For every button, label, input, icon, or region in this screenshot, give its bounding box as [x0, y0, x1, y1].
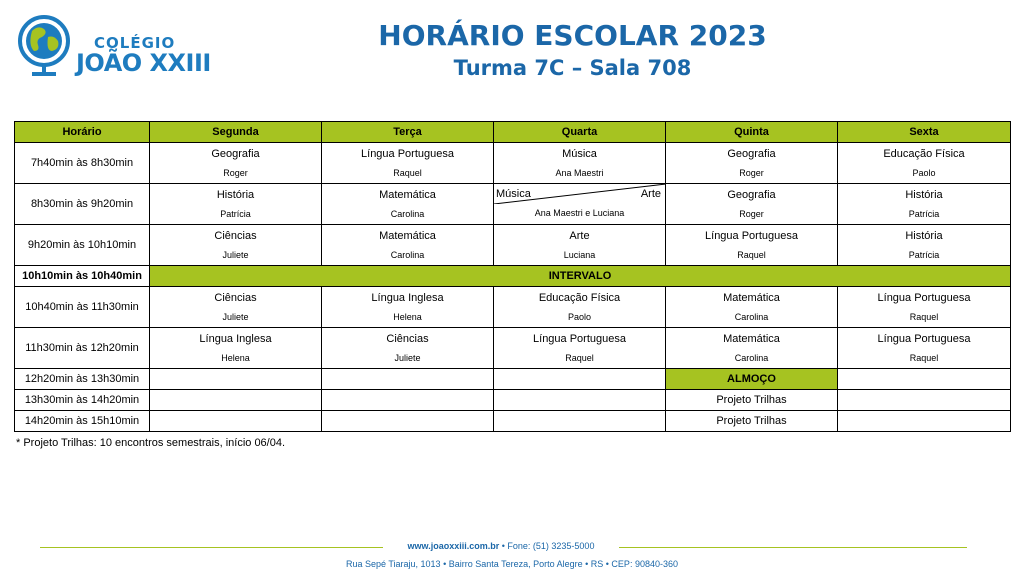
subject-right-label: Arte — [640, 188, 661, 200]
footer-phone: • Fone: (51) 3235-5000 — [501, 541, 595, 551]
teacher-label: Roger — [739, 168, 764, 178]
lesson-cell — [322, 287, 494, 328]
lesson-cell — [838, 287, 1011, 328]
lesson-cell — [150, 225, 322, 266]
header-cell: Terça — [322, 122, 494, 143]
time-cell: 10h40min às 11h30min — [15, 287, 150, 328]
header-cell: Quarta — [494, 122, 666, 143]
subject-label: Língua Portuguesa — [533, 333, 626, 345]
teacher-label: Helena — [221, 353, 250, 363]
lesson-cell — [666, 143, 838, 184]
lesson-cell — [322, 184, 494, 225]
empty-cell — [322, 411, 494, 432]
footer-contact — [383, 541, 619, 551]
empty-cell — [838, 411, 1011, 432]
time-cell: 9h20min às 10h10min — [15, 225, 150, 266]
split-lesson-cell — [494, 184, 666, 225]
lunch-cell: ALMOÇO — [666, 369, 838, 390]
teacher-label: Paolo — [567, 312, 592, 322]
table-row — [15, 390, 1011, 411]
school-logo — [18, 13, 218, 79]
time-cell: 13h30min às 14h20min — [15, 390, 150, 411]
empty-cell — [150, 390, 322, 411]
teacher-label: Patrícia — [908, 209, 940, 219]
table-row — [15, 287, 1011, 328]
teacher-label: Raquel — [737, 250, 766, 260]
time-cell: 14h20min às 15h10min — [15, 411, 150, 432]
footer-address: Rua Sepé Tiaraju, 1013 • Bairro Santa Tereza, Porto Alegre • RS • CEP: 90840-360 — [346, 559, 678, 569]
header-cell: Horário — [15, 122, 150, 143]
empty-cell — [494, 390, 666, 411]
break-row — [15, 266, 1011, 287]
teacher-label: Carolina — [390, 209, 425, 219]
lesson-cell — [666, 328, 838, 369]
subject-label: Língua Portuguesa — [361, 148, 454, 160]
subject-label: Ciências — [214, 230, 257, 242]
teacher-label: Luciana — [563, 250, 596, 260]
teacher-label: Carolina — [390, 250, 425, 260]
time-cell: 7h40min às 8h30min — [15, 143, 150, 184]
lesson-cell — [494, 225, 666, 266]
table-row — [15, 411, 1011, 432]
teacher-label: Raquel — [909, 353, 939, 363]
teacher-label: Raquel — [909, 312, 939, 322]
header-cell: Quinta — [666, 122, 838, 143]
project-cell: Projeto Trilhas — [666, 411, 838, 432]
lesson-cell — [322, 328, 494, 369]
subject-label: Ciências — [214, 292, 257, 304]
subject-label: Matemática — [379, 230, 436, 242]
empty-cell — [322, 390, 494, 411]
lesson-cell — [838, 328, 1011, 369]
lesson-cell — [838, 225, 1011, 266]
lesson-cell — [150, 287, 322, 328]
subject-label: Língua Inglesa — [199, 333, 272, 345]
page-subtitle: Turma 7C – Sala 708 — [453, 56, 692, 80]
teacher-label: Juliete — [394, 353, 421, 363]
subject-label: Educação Física — [883, 148, 965, 160]
lesson-cell — [150, 184, 322, 225]
time-cell: 12h20min às 13h30min — [15, 369, 150, 390]
lesson-cell — [494, 287, 666, 328]
teacher-label: Patrícia — [908, 250, 940, 260]
teacher-label: Patrícia — [220, 209, 251, 219]
lesson-cell — [838, 184, 1011, 225]
page-title: HORÁRIO ESCOLAR 2023 — [378, 19, 767, 52]
empty-cell — [494, 369, 666, 390]
teacher-label: Juliete — [222, 312, 249, 322]
subject-label: História — [905, 189, 943, 201]
lesson-cell — [150, 143, 322, 184]
lesson-cell — [666, 225, 838, 266]
lesson-cell — [838, 143, 1011, 184]
header-cell: Sexta — [838, 122, 1011, 143]
empty-cell — [494, 411, 666, 432]
footer-divider-right — [619, 547, 967, 548]
subject-label: Ciências — [386, 333, 429, 345]
lesson-cell — [150, 328, 322, 369]
footer-website: www.joaoxxiii.com.br — [407, 541, 500, 551]
teacher-label: Carolina — [734, 353, 769, 363]
logo-text-top: COLÉGIO — [94, 34, 176, 52]
subject-label: Matemática — [379, 189, 436, 201]
subject-label: Geografia — [211, 148, 260, 160]
subject-label: Língua Portuguesa — [705, 230, 798, 242]
empty-cell — [150, 411, 322, 432]
table-row — [15, 328, 1011, 369]
schedule-table — [14, 121, 1011, 432]
subject-label: História — [216, 189, 255, 201]
table-row — [15, 184, 1011, 225]
subject-label: Matemática — [723, 333, 780, 345]
logo-text-bottom: JOÃO XXIII — [76, 49, 211, 77]
break-band: INTERVALO — [150, 266, 1011, 287]
time-cell: 8h30min às 9h20min — [15, 184, 150, 225]
lesson-cell — [494, 328, 666, 369]
teacher-label: Raquel — [393, 168, 422, 178]
teacher-label: Helena — [393, 312, 422, 322]
subject-label: Língua Portuguesa — [877, 333, 971, 345]
table-row — [15, 143, 1011, 184]
teacher-label: Carolina — [734, 312, 769, 322]
empty-cell — [838, 390, 1011, 411]
subject-label: Língua Portuguesa — [877, 292, 971, 304]
empty-cell — [838, 369, 1011, 390]
teacher-label: Raquel — [565, 353, 594, 363]
footer-divider-left — [40, 547, 383, 548]
table-row — [15, 225, 1011, 266]
time-cell: 10h10min às 10h40min — [15, 266, 150, 287]
teacher-label: Ana Maestri — [555, 168, 604, 178]
subject-label: Geografia — [727, 189, 776, 201]
subject-label: Língua Inglesa — [371, 292, 444, 304]
header-cell: Segunda — [150, 122, 322, 143]
header-row — [15, 122, 1011, 143]
subject-label: Educação Física — [538, 292, 621, 304]
teacher-label: Roger — [739, 209, 764, 219]
teacher-label: Paolo — [912, 168, 936, 178]
empty-cell — [322, 369, 494, 390]
lesson-cell — [666, 184, 838, 225]
lesson-cell — [322, 225, 494, 266]
teacher-label: Juliete — [222, 250, 249, 260]
subject-label: História — [905, 230, 943, 242]
table-row — [15, 369, 1011, 390]
lesson-cell — [322, 143, 494, 184]
subject-left-label: Música — [496, 188, 531, 200]
globe-icon — [18, 13, 78, 79]
subject-label: Arte — [569, 230, 590, 242]
teacher-label: Ana Maestri e Luciana — [534, 208, 625, 218]
empty-cell — [150, 369, 322, 390]
time-cell: 11h30min às 12h20min — [15, 328, 150, 369]
project-cell: Projeto Trilhas — [666, 390, 838, 411]
lesson-cell — [494, 143, 666, 184]
teacher-label: Roger — [223, 168, 248, 178]
subject-label: Geografia — [727, 148, 776, 160]
subject-label: Matemática — [723, 292, 780, 304]
subject-label: Música — [562, 148, 597, 160]
lesson-cell — [666, 287, 838, 328]
footnote: * Projeto Trilhas: 10 encontros semestrais, início 06/04. — [16, 437, 286, 449]
